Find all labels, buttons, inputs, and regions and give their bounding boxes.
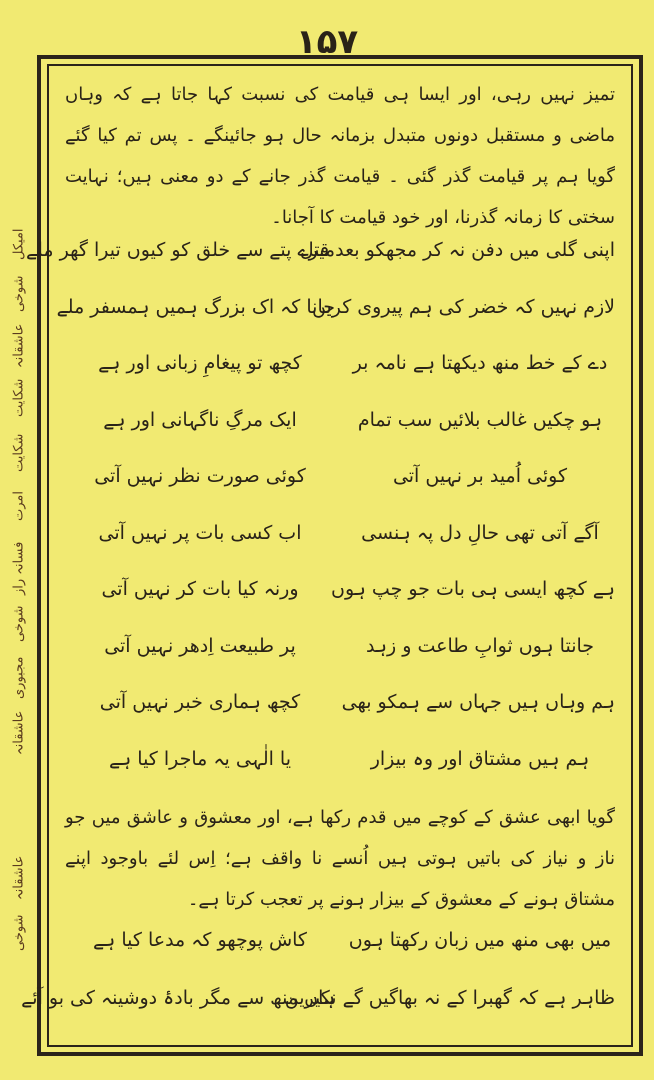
margin-note: عاشقانہ: [11, 855, 27, 901]
first-hemistich: ہم وہاں ہیں جہاں سے ہمکو بھی: [341, 691, 615, 714]
second-hemistich: ایک مرگِ ناگہانی اور ہے: [103, 408, 297, 431]
first-hemistich: اپنی گلی میں دفن نہ کر مجھکو بعد قتل: [299, 239, 615, 262]
margin-note: امرت: [11, 491, 27, 521]
couplet: [21, 969, 615, 1027]
couplet: [65, 392, 615, 449]
second-hemistich: کچھ تو پیغامِ زبانی اور ہے: [98, 352, 302, 375]
second-hemistich: کچھ ہماری خبر نہیں آتی: [99, 691, 301, 714]
second-hemistich: ہاں منھ سے مگر بادۂ دوشینہ کی بو آئے: [21, 987, 335, 1009]
page-number: ۱۵۷: [295, 22, 359, 62]
first-hemistich: جانتا ہوں ثوابِ طاعت و زہد: [365, 634, 595, 657]
margin-note: شوخی: [11, 914, 27, 952]
couplet: [65, 505, 615, 562]
first-hemistich: آگے آتی تھی حالِ دل پہ ہنسی: [361, 521, 599, 544]
margin-note: شکایت: [11, 433, 27, 473]
margin-note: شوخی: [11, 605, 27, 643]
first-hemistich: دے کے خط منھ دیکھتا ہے نامہ بر: [352, 352, 608, 375]
second-hemistich: میرے پتے سے خلق کو کیوں تیرا گھر ملے: [25, 239, 335, 262]
couplet: [56, 279, 615, 336]
couplet: [65, 731, 615, 788]
margin-note: شوخی: [11, 275, 27, 313]
second-hemistich: جانا کہ اک بزرگ ہمیں ہمسفر ملے: [56, 295, 335, 318]
margin-note: عاشقانہ: [11, 710, 27, 756]
second-hemistich: کوئی صورت نظر نہیں آتی: [94, 465, 306, 488]
second-hemistich: ورنہ کیا بات کر نہیں آتی: [101, 578, 299, 601]
first-hemistich: میں بھی منھ میں زبان رکھتا ہوں: [348, 929, 612, 951]
margin-note: امیکل: [11, 228, 27, 260]
couplet: [65, 561, 615, 618]
couplet: [65, 448, 615, 505]
margin-note: عاشقانہ: [11, 323, 27, 369]
second-hemistich: یا الٰہی یہ ماجرا کیا ہے: [108, 747, 292, 770]
couplet: [65, 618, 615, 675]
first-hemistich: ہو چکیں غالب بلائیں سب تمام: [357, 408, 603, 431]
commentary-paragraph-middle: گویا ابھی عشق کے کوچے میں قدم رکھا ہے، اور معشوق و عاشق میں جو ناز و نیاز کی باتیں ہوتی ہیں اُنسے نا واقف ہے؛ اِس لئے باوجود اپنے مشتاق ہونے کے معشوق کے بیزار ہونے پر تعجب کرتا ہے۔: [65, 807, 615, 910]
first-hemistich: ظاہر ہے کہ گھبرا کے نہ بھاگیں گے نکیرین: [284, 987, 615, 1009]
page-body: [21, 64, 633, 1047]
second-hemistich: کاش پوچھو کہ مدعا کیا ہے: [93, 929, 307, 951]
couplet: [65, 674, 615, 731]
margin-annotations: [0, 0, 38, 1080]
second-hemistich: پر طبیعت اِدھر نہیں آتی: [104, 634, 296, 657]
margin-note: مجبوری: [11, 656, 27, 700]
first-hemistich: لازم نہیں کہ خضر کی ہم پیروی کریں: [311, 295, 615, 318]
first-hemistich: کوئی اُمید بر نہیں آتی: [392, 465, 568, 488]
second-hemistich: اب کسی بات پر نہیں آتی: [98, 521, 302, 544]
couplet-list: [25, 222, 615, 787]
first-hemistich: ہے کچھ ایسی ہی بات جو چپ ہوں: [330, 578, 615, 601]
couplet: [65, 335, 615, 392]
margin-note: شکایت: [11, 378, 27, 418]
couplet-list-bottom: [21, 911, 615, 1027]
first-hemistich: ہم ہیں مشتاق اور وہ بیزار: [370, 747, 590, 770]
commentary-paragraph-top: تمیز نہیں رہی، اور ایسا ہی قیامت کی نسبت کہا جاتا ہے کہ وہاں ماضی و مستقبل دونوں متبدل بزمانہ حال ہو جائینگے ۔ پس تم کیا گئے گویا ہم پر قیامت گذر گئی ۔ قیامت گذر جانے کے دو معنی ہیں؛ نہایت سختی کا زمانہ گذرنا، اور خود قیامت کا آجانا۔: [65, 84, 615, 228]
margin-note: فسانہ راز: [11, 541, 27, 595]
